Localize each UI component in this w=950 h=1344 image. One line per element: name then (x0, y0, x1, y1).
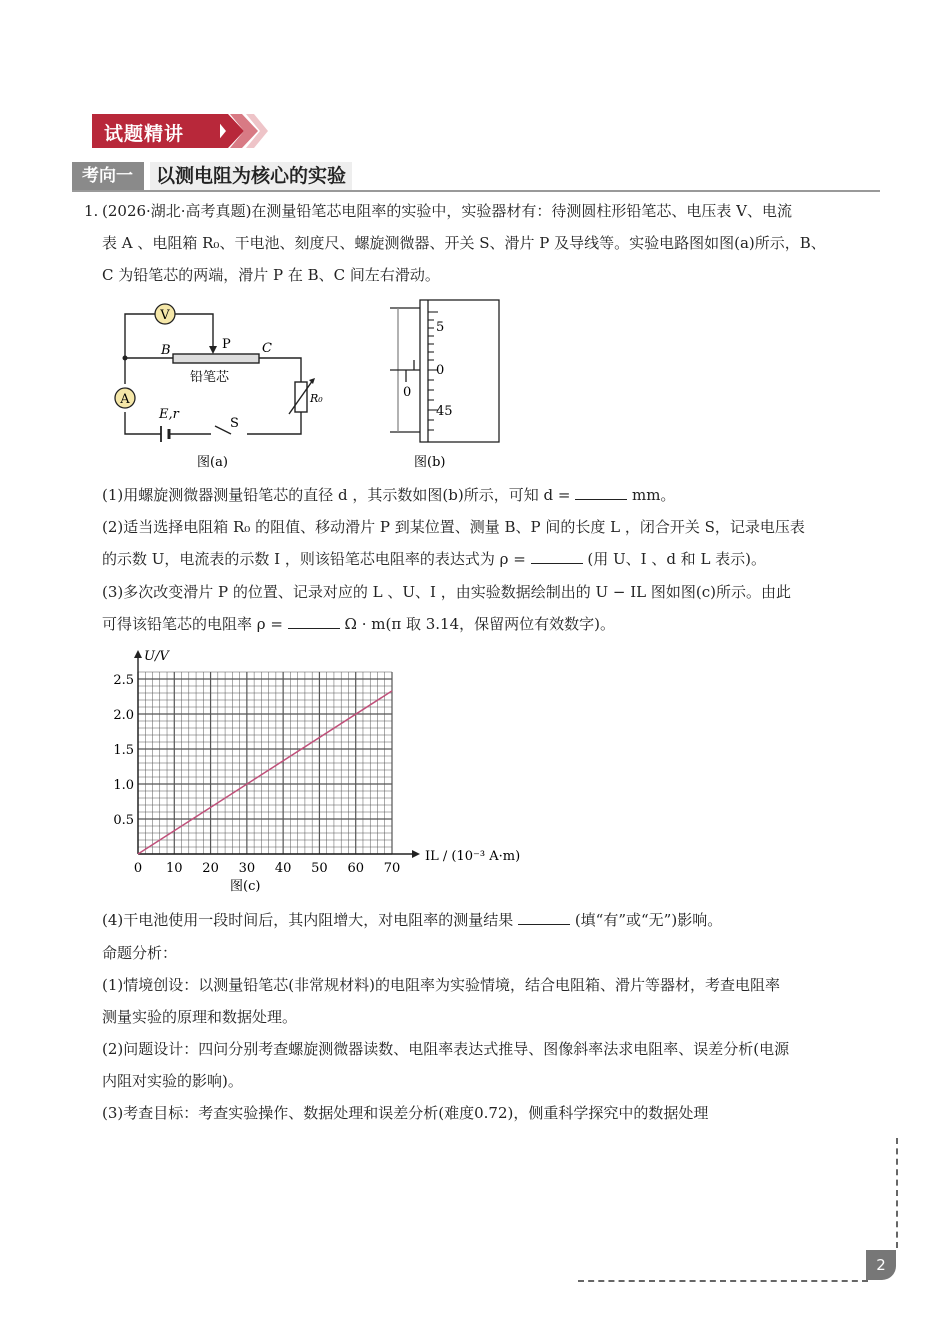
x-axis-label: IL / (10⁻³ A·m) (425, 849, 521, 864)
x-axis-arrow (412, 850, 420, 858)
y-tick-label: 2.5 (113, 673, 134, 688)
banner-chevrons (212, 112, 268, 150)
y-tick-label: 1.0 (113, 778, 134, 793)
part-1 (102, 479, 675, 511)
circuit-diagram (105, 298, 323, 474)
thimble-label-5: 5 (436, 320, 445, 335)
answer-blank-3[interactable] (288, 612, 340, 629)
part-3-text: 可得该铅笔芯的电阻率 ρ = (102, 615, 283, 633)
part-3-line-1: (3)多次改变滑片 P 的位置、记录对应的 L 、U、I ，由实验数据绘制出的 U − IL 图如图(c)所示。由此 (102, 583, 791, 601)
y-tick-label: 2.0 (113, 708, 134, 723)
section-label: 考向一 (72, 162, 144, 190)
y-tick-labels (113, 673, 134, 828)
analysis-1-line-1: (1)情境创设：以测量铅笔芯(非常规材料)的电阻率为实验情境，结合电阻箱、滑片等器材，考查电阻率 (102, 976, 780, 994)
resistor-label: R₀ (310, 392, 323, 405)
part-2-note: (用 U、I 、d 和 L 表示)。 (587, 550, 767, 568)
voltmeter-label: V (160, 308, 170, 323)
thimble-label-45: 45 (436, 404, 453, 419)
x-tick-label: 40 (274, 861, 292, 876)
answer-blank-2[interactable] (531, 547, 583, 564)
x-tick-label: 10 (166, 861, 183, 876)
part-2-text: 的示数 U，电流表的示数 I ，则该铅笔芯电阻率的表达式为 ρ = (102, 550, 526, 568)
y-tick-label: 1.5 (113, 743, 134, 758)
analysis-3-line-1: (3)考查目标：考查实验操作、数据处理和误差分析(难度0.72)，侧重科学探究中的数据处理 (102, 1104, 709, 1122)
part-1-text: (1)用螺旋测微器测量铅笔芯的直径 d ，其示数如图(b)所示，可知 d = (102, 486, 571, 504)
x-tick-label: 70 (383, 861, 401, 876)
x-tick-label: 50 (311, 861, 328, 876)
x-tick-label: 30 (238, 861, 256, 876)
part-2-line-2 (102, 543, 766, 575)
chart-axes (134, 650, 420, 858)
figure-b-caption: 图(b) (414, 455, 446, 470)
figure-a-caption: 图(a) (197, 455, 228, 470)
part-4 (102, 904, 722, 936)
x-tick-label: 60 (347, 861, 364, 876)
page-border-vertical (896, 1138, 898, 1248)
micrometer-diagram (390, 298, 510, 474)
main-scale-label-0: 0 (403, 385, 412, 400)
x-tick-label: 20 (202, 861, 219, 876)
figure-c-caption: 图(c) (230, 879, 261, 894)
x-tick-labels (134, 861, 400, 876)
part-4-note: (填“有”或“无”)影响。 (574, 911, 723, 929)
answer-blank-1[interactable] (575, 483, 627, 500)
part-4-text: (4)干电池使用一段时间后，其内阻增大，对电阻率的测量结果 (102, 911, 514, 929)
switch-label: S (230, 416, 239, 431)
page-number: 2 (866, 1250, 896, 1280)
series-line (138, 691, 392, 854)
u-il-chart (100, 644, 540, 899)
analysis-heading: 命题分析： (102, 944, 178, 962)
analysis-2-line-2: 内阻对实验的影响)。 (102, 1072, 243, 1090)
thimble-label-0: 0 (436, 363, 445, 378)
section-title: 以测电阻为核心的实验 (150, 162, 352, 190)
ammeter-label: A (120, 392, 130, 407)
part-2-line-1: (2)适当选择电阻箱 R₀ 的阻值、移动滑片 P 到某位置、测量 B、P 间的长度 L ，闭合开关 S，记录电压表 (102, 518, 805, 536)
answer-blank-4[interactable] (518, 908, 570, 925)
analysis-2-line-1: (2)问题设计：四问分别考查螺旋测微器读数、电阻率表达式推导、图像斜率法求电阻率、误差分析(电源 (102, 1040, 790, 1058)
y-axis-label: U/V (144, 649, 169, 664)
question-line-3: C 为铅笔芯的两端，滑片 P 在 B、C 间左右滑动。 (102, 266, 440, 284)
terminal-c-label: C (262, 341, 272, 356)
battery-label: E,r (159, 407, 179, 422)
part-1-unit: mm。 (631, 486, 676, 504)
chart-minor-grid (138, 672, 392, 854)
banner-title: 试题精讲 (104, 123, 185, 145)
x-tick-label: 0 (133, 861, 143, 876)
question-number: 1. (84, 202, 99, 220)
question-line-2: 表 A 、电阻箱 R₀、干电池、刻度尺、螺旋测微器、开关 S、滑片 P 及导线等。实验电路图如图(a)所示，B、 (102, 234, 826, 252)
chart-series (138, 691, 392, 854)
section-banner (92, 112, 267, 150)
page-border-horizontal (578, 1280, 868, 1282)
y-axis-arrow (134, 650, 142, 658)
analysis-1-line-2: 测量实验的原理和数据处理。 (102, 1008, 298, 1026)
lead-label: 铅笔芯 (190, 370, 230, 385)
part-3-line-2 (102, 608, 615, 640)
y-tick-label: 0.5 (113, 813, 134, 828)
terminal-b-label: B (161, 343, 171, 358)
question-line-1: (2026·湖北·高考真题)在测量铅笔芯电阻率的实验中，实验器材有：待测圆柱形铅笔芯、电压表 V、电流 (102, 202, 793, 220)
section-divider (72, 190, 880, 192)
slider-p-label: P (222, 337, 231, 352)
part-3-note: Ω · m(π 取 3.14，保留两位有效数字)。 (344, 615, 615, 633)
